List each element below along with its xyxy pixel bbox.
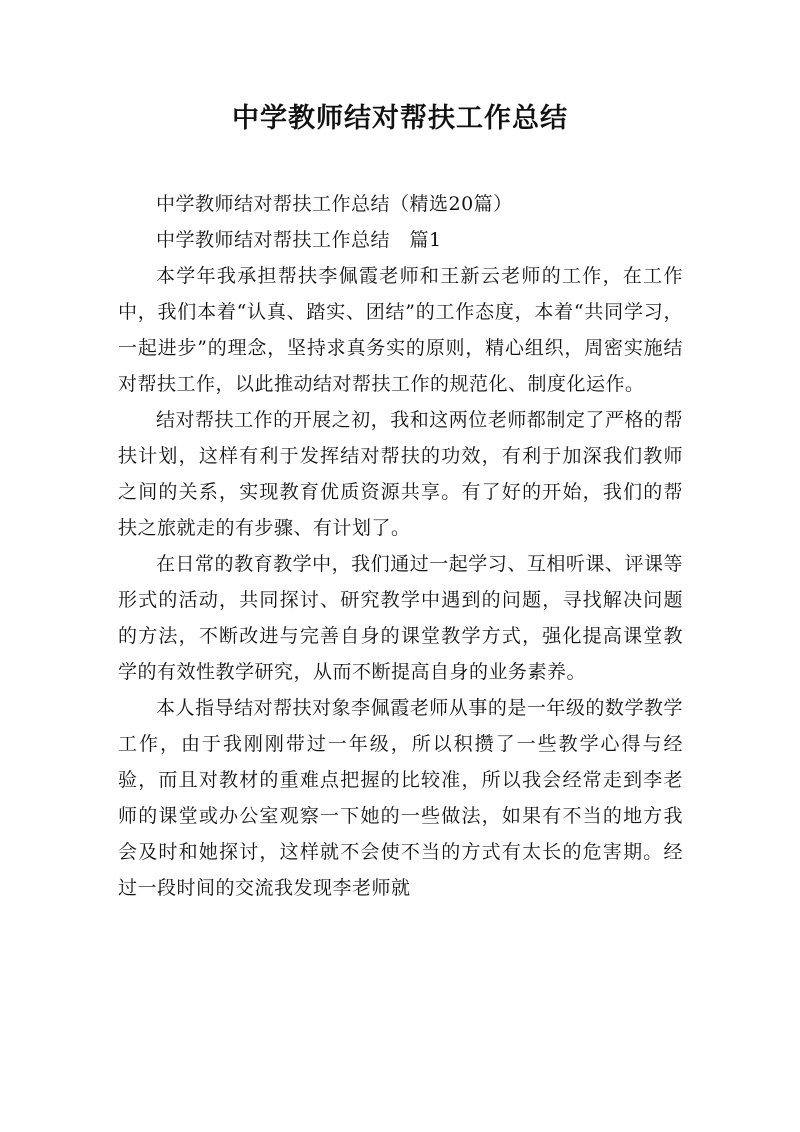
paragraph-1: 本学年我承担帮扶李佩霞老师和王新云老师的工作，在工作中，我们本着“认真、踏实、团结”的工作态度，本着“共同学习，一起进步”的理念，坚持求真务实的原则，精心组织，周密实施结对帮扶工作，以此推动结对帮扶工作的规范化、制度化运作。 xyxy=(118,265,683,395)
section-heading: 中学教师结对帮扶工作总结 篇1 xyxy=(156,229,442,251)
subtitle-line: 中学教师结对帮扶工作总结（精选20篇） xyxy=(156,193,513,215)
document-body xyxy=(118,186,683,906)
paragraph-3: 在日常的教育教学中，我们通过一起学习、互相听课、评课等形式的活动，共同探讨、研究教学中遇到的问题，寻找解决问题的方法，不断改进与完善自身的课堂教学方式，强化提高课堂教学的有效性教学研究，从而不断提高自身的业务素养。 xyxy=(118,553,683,683)
paragraph-2: 结对帮扶工作的开展之初，我和这两位老师都制定了严格的帮扶计划，这样有利于发挥结对帮扶的功效，有利于加深我们教师之间的关系，实现教育优质资源共享。有了好的开始，我们的帮扶之旅就走的有步骤、有计划了。 xyxy=(118,409,683,539)
document-title: 中学教师结对帮扶工作总结 xyxy=(232,103,568,134)
paragraph-4: 本人指导结对帮扶对象李佩霞老师从事的是一年级的数学教学工作，由于我刚刚带过一年级，所以积攒了一些教学心得与经验，而且对教材的重难点把握的比较准，所以我会经常走到李老师的课堂或办公室观察一下她的一些做法，如果有不当的地方我会及时和她探讨，这样就不会使不当的方式有太长的危害期。经过一段时间的交流我发现李老师就 xyxy=(118,697,683,899)
